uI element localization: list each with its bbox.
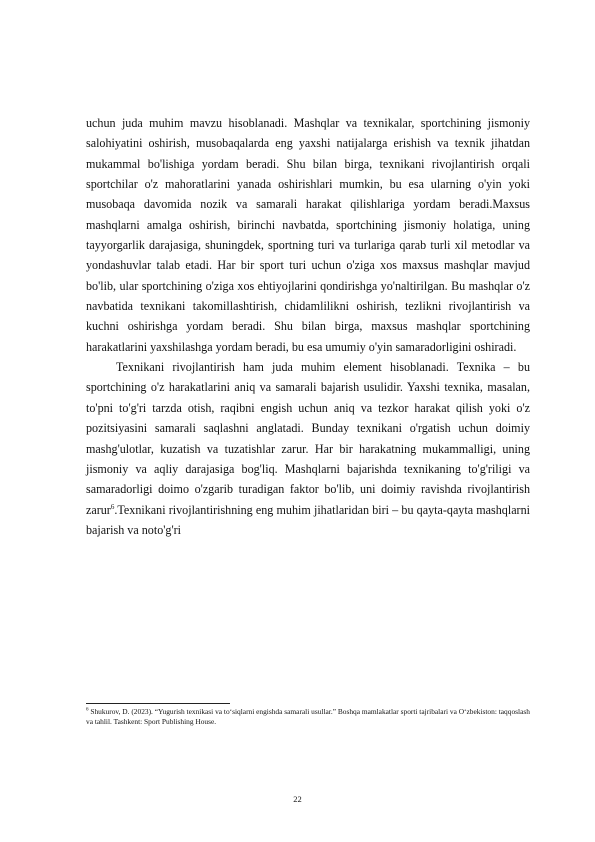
footnote-text: Shukurov, D. (2023). “Yugurish texnikasi va to‘siqlarni engishda samarali usullar.” Boshqa mamlakatlar sporti tajribalari va O‘zbekiston: taqqoslash va tahlil. Tashkent: Sport Publishing House. (86, 707, 530, 727)
paragraph-text: Texnikani rivojlantirish ham juda muhim element hisoblanadi. Texnika – bu sportchining o'z harakatlarini aniq va samarali bajarish usulidir. Yaxshi texnika, masalan, to'pni to'g'ri tarzda otish, raqibni engish uchun aniq va tezkor harakat qilish yoki o'z pozitsiyasini samarali saqlashni anglatadi. Bunday texnikani o'rgatish uchun doimiy mashg'ulotlar, kuzatish va tuzatishlar zarur. Har bir harakatning mukammalligi, uning jismoniy va aqliy darajasiga bog'liq. Mashqlarni bajarishda texnikaning to'g'riligi va samaradorligi doimo o'zgarib turadigan faktor bo'lib, uni doimiy ravishda rivojlantirish zarur (86, 360, 530, 517)
paragraph-continued: uchun juda muhim mavzu hisoblanadi. Mashqlar va texnikalar, sportchining jismoniy salohiyatini oshirish, musobaqalarda eng yaxshi natijalarga erishish va texnik jihatdan mukammal bo'lishiga yordam beradi. Shu bilan birga, texnikani rivojlantirish orqali sportchilar o'z mahoratlarini yanada oshirishlari mumkin, bu esa ularning o'yin yoki musobaqa davomida nozik va samarali harakat qilishlariga yordam beradi.Maxsus mashqlarni amalga oshirish, birinchi navbatda, sportchining jismoniy holatiga, uning tayyorgarlik darajasiga, shuningdek, sportning turi va turlariga qarab turli xil metodlar va yondashuvlar talab etadi. Har bir sport turi uchun o'ziga xos maxsus mashqlar mavjud bo'lib, ular sportchining o'ziga xos ehtiyojlarini qondirishga yo'naltirilgan. Bu mashqlar o'z navbatida texnikani takomillashtirish, chidamlilikni oshirish, tezlikni rivojlantirish va kuchni oshirishga yordam beradi. Shu bilan birga, maxsus mashqlar sportchining harakatlarini yaxshilashga yordam beradi, bu esa umumiy o'yin samaradorligini oshiradi. (86, 116, 530, 354)
footnote-number: 6 (86, 707, 89, 713)
footnote-reference[interactable]: 6 (110, 502, 115, 511)
footnote-separator (86, 703, 230, 704)
paragraph-technique (86, 357, 530, 540)
paragraph-text-continued: .Texnikani rivojlantirishning eng muhim jihatlaridan biri – bu qayta-qayta mashqlarni bajarish va noto'g'ri (86, 502, 530, 537)
body-text (86, 113, 530, 540)
page-number: 22 (293, 794, 302, 804)
footnote (86, 707, 536, 727)
